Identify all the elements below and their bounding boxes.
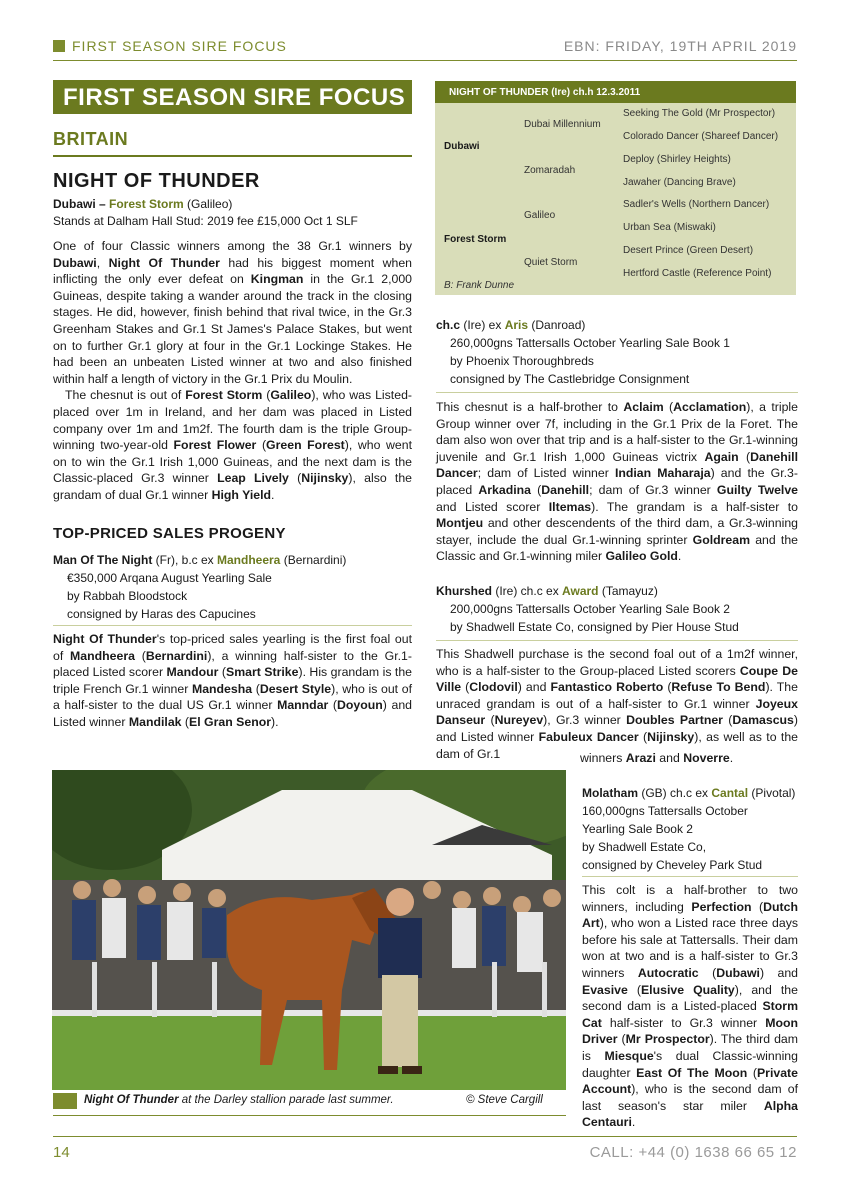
divider xyxy=(53,625,412,626)
divider xyxy=(436,392,798,393)
article-khurshed-end: winners Arazi and Noverre. xyxy=(580,751,734,765)
divider xyxy=(436,640,798,641)
pedigree-sire: Dubawi xyxy=(444,141,480,152)
caption-rule xyxy=(53,1115,566,1116)
caption-marker xyxy=(53,1093,77,1109)
sale-entry: Man Of The Night (Fr), b.c ex Mandheera (Bernardini) €350,000 Arqana August Yearling Sale by Rabbah Bloodstock consigned by Haras des Capucines xyxy=(53,553,347,621)
photo-credit: © Steve Cargill xyxy=(466,1094,543,1106)
page-title: FIRST SEASON SIRE FOCUS xyxy=(53,80,412,114)
footer-rule xyxy=(53,1136,797,1137)
pedigree-gen2: Dubai Millennium xyxy=(524,119,601,130)
article-aris: This chesnut is a half-brother to Aclaim (Acclamation), a triple Group winner over 7f, including in the Gr.1 Prix de la Foret. The dam also won over that trip and is a half-sister to the Gr.1-winning juvenile and Gr.1 Irish 1,000 Guineas victrix Again (Danehill Dancer; dam of Listed winner Indian Maharaja) and the Gr.3-placed Arkadina (Danehill; dam of Gr.3 winner Guilty Twelve and Listed scorer Iltemas). The grandam is a half-sister to Montjeu and other descendents of the third dam, a Gr.3-winning stayer, include the dual Gr.1-winning sprinter Goldream and the Classic and Gr.1-winning miler Galileo Gold. xyxy=(436,400,799,564)
pedigree-breeder: B: Frank Dunne xyxy=(444,280,515,291)
article-man-of-the-night: Night Of Thunder's top-priced sales yearling is the first foal out of Mandheera (Bernardini), a winning half-sister to the Gr.1-placed Listed scorer Mandour (Smart Strike). His grandam is the triple French Gr.1 winner Mandesha (Desert Style), who is out of a half-sister to the dual US Gr.1 winner Manndar (Doyoun) and Listed winner Mandilak (El Gran Senor). xyxy=(53,632,413,729)
pedigree-gen3: Sadler's Wells (Northern Dancer) xyxy=(623,199,770,210)
header-rule xyxy=(53,60,797,61)
header-square xyxy=(53,40,65,52)
article-intro: One of four Classic winners among the 38 Gr.1 winners by Dubawi, Night Of Thunder had his biggest moment when inflicting the only ever defeat on Kingman in the Gr.1 2,000 Guineas, despite taking a wander around the track in the closing stages. He did, however, finish behind that rival twice, in the Gr.3 Greenham Stakes and Gr.1 St James's Palace Stakes, but went on to further Gr.1 glory at four in the Gr.1 Lockinge Stakes. He had been an unbeaten Listed winner at two and also finished within half a length of victory in the Gr.1 Prix du Moulin. The chesnut is out of Forest Storm (Galileo), who was Listed-placed over 1m in Ireland, and her dam was placed in Listed company over 1m and 1m2f. The fourth dam is the triple Group-winning two-year-old Forest Flower (Green Forest), who went on to win the Gr.1 Irish 1,000 Guineas, and the next dam is the Classic-placed Gr.3 winner Leap Lively (Nijinsky), also the grandam of dual Gr.1 winner High Yield. xyxy=(53,239,413,502)
pedigree-gen3: Seeking The Gold (Mr Prospector) xyxy=(623,108,776,119)
parade-photo xyxy=(52,770,566,1090)
pedigree-dam: Forest Storm xyxy=(444,234,507,245)
pedigree-gen2: Quiet Storm xyxy=(524,257,578,268)
article-molatham: This colt is a half-brother to two winners, including Perfection (Dutch Art), who won a Listed race three days before his sale at Tattersalls. Their dam won at two and is a half-sister to Gr.3 winners Autocratic (Dubawi) and Evasive (Elusive Quality), and the second dam is a Listed-placed Storm Cat half-sister to Gr.3 winner Moon Driver (Mr Prospector). The third dam is Miesque's dual Classic-winning daughter East Of The Moon (Private Account), who is the second dam of last season's star miler Alpha Centauri. xyxy=(582,883,799,1130)
pedigree-gen2: Galileo xyxy=(524,210,556,221)
pedigree-gen3: Colorado Dancer (Shareef Dancer) xyxy=(623,131,779,142)
sales-heading: TOP-PRICED SALES PROGENY xyxy=(53,525,286,542)
header-section: FIRST SEASON SIRE FOCUS xyxy=(72,38,287,54)
sale-entry: Khurshed (Ire) ch.c ex Award (Tamayuz) 200,000gns Tattersalls October Yearling Sale Book 2 by Shadwell Estate Co, consigned by Pier House Stud xyxy=(436,584,739,634)
pedigree-gen3: Urban Sea (Miswaki) xyxy=(623,222,716,233)
divider xyxy=(582,876,798,877)
parade-photo-illustration xyxy=(52,770,566,1090)
header-issue: EBN: FRIDAY, 19TH APRIL 2019 xyxy=(563,38,797,54)
pedigree-gen2: Zomaradah xyxy=(524,165,576,176)
pedigree-table xyxy=(435,103,796,295)
pedigree-title: NIGHT OF THUNDER (Ire) ch.h 12.3.2011 xyxy=(435,81,796,103)
page-number: 14 xyxy=(53,1144,70,1161)
article-khurshed: This Shadwell purchase is the second foal out of a 1m2f winner, who is a half-sister to the Group-placed Listed scorers Coupe De Ville (Clodovil) and Fantastico Roberto (Refuse To Bend). The unraced grandam is out of a half-sister to Gr.1 winner Joyeux Danseur (Nureyev), Gr.3 winner Doubles Partner (Damascus) and Listed winner Fabuleux Dancer (Nijinsky), as well as to the dam of Gr.1 xyxy=(436,647,799,761)
region-rule xyxy=(53,155,412,157)
pedigree-gen3: Desert Prince (Green Desert) xyxy=(623,245,754,256)
horse-name: NIGHT OF THUNDER xyxy=(53,170,260,192)
horse-stands: Stands at Dalham Hall Stud: 2019 fee £15,000 Oct 1 SLF xyxy=(53,214,358,228)
pedigree-gen3: Hertford Castle (Reference Point) xyxy=(623,268,772,279)
sale-entry: ch.c (Ire) ex Aris (Danroad) 260,000gns Tattersalls October Yearling Sale Book 1 by Phoenix Thoroughbreds consigned by The Castlebridge Consignment xyxy=(436,318,730,386)
footer-phone: CALL: +44 (0) 1638 66 65 12 xyxy=(589,1144,797,1161)
photo-caption: Night Of Thunder at the Darley stallion parade last summer. xyxy=(84,1094,394,1106)
region-heading: BRITAIN xyxy=(53,129,129,149)
sale-entry: Molatham (GB) ch.c ex Cantal (Pivotal) 160,000gns Tattersalls October Yearling Sale Book 2 by Shadwell Estate Co, consigned by Cheveley Park Stud xyxy=(582,786,796,872)
pedigree-gen3: Jawaher (Dancing Brave) xyxy=(623,177,736,188)
pedigree-gen3: Deploy (Shirley Heights) xyxy=(623,154,731,165)
horse-breeding: Dubawi – Forest Storm (Galileo) xyxy=(53,197,233,211)
